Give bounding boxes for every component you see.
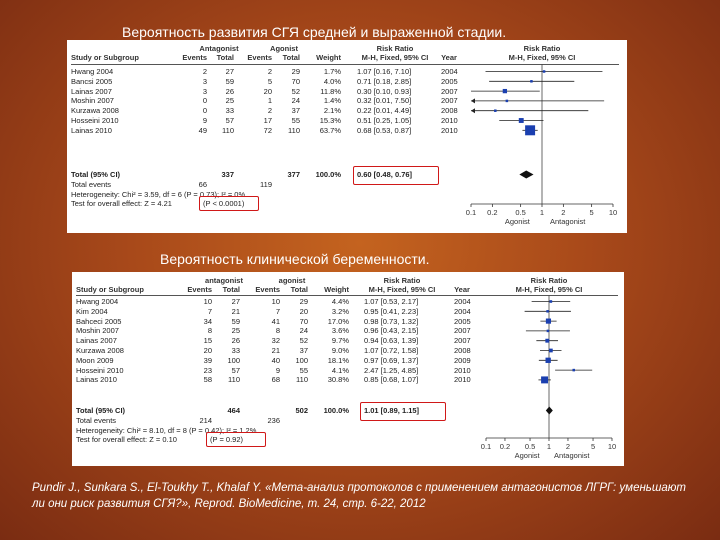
study-name: Hwang 2004 — [71, 67, 114, 76]
study-name: Hosseini 2010 — [76, 365, 124, 375]
events1-value: 58 — [203, 375, 212, 385]
study-name: Bancsi 2005 — [71, 76, 113, 86]
weight-value: 18.1% — [327, 355, 349, 365]
study-name: Moshin 2007 — [76, 326, 119, 336]
study-name: Lainas 2007 — [76, 336, 117, 346]
total-weight: 100.0% — [323, 406, 349, 415]
events1-value: 8 — [207, 326, 212, 336]
weight-value: 9.0% — [331, 346, 349, 355]
year-value: 2007 — [441, 86, 458, 96]
study-point-estimate — [525, 125, 535, 135]
weight-value: 3.6% — [331, 326, 349, 336]
weight-value: 4.0% — [323, 76, 341, 86]
forest-plot-pregnancy — [72, 272, 624, 466]
weight-value: 17.0% — [327, 316, 349, 326]
study-point-estimate — [503, 89, 507, 93]
total1-value: 25 — [231, 326, 240, 336]
total1-value: 59 — [231, 316, 240, 326]
weight-value: 2.1% — [323, 106, 341, 116]
x-axis-tick-label: 2 — [565, 442, 571, 451]
weight-value: 9.7% — [331, 336, 349, 346]
total-events1: 66 — [198, 179, 207, 189]
ci-value: 0.98 [0.73, 1.32] — [364, 316, 419, 326]
heterogeneity-text: Heterogeneity: Chi² = 8.10, df = 8 (P = 0.42); I² = 1.2% — [76, 425, 257, 435]
total1-value: 57 — [225, 116, 234, 125]
study-point-estimate — [530, 80, 533, 83]
x-axis-tick-label: 2 — [561, 208, 566, 217]
total-events1: 214 — [199, 415, 212, 425]
x-axis-tick-label: 0.2 — [487, 208, 498, 217]
events2-value: 72 — [263, 125, 272, 135]
events2-value: 20 — [263, 86, 272, 96]
ci-value: 0.94 [0.63, 1.39] — [364, 336, 419, 346]
events2-value: 10 — [271, 297, 280, 306]
ci-value: 1.07 [0.53, 2.17] — [364, 297, 419, 306]
total1-sum: 337 — [221, 170, 234, 179]
x-axis-tick-label: 0.1 — [465, 208, 477, 217]
year-value: 2010 — [454, 365, 471, 375]
x-axis-tick-label: 10 — [607, 442, 617, 451]
total-events2: 236 — [267, 415, 280, 425]
total1-value: 26 — [231, 336, 240, 346]
x-axis-tick-label: 1 — [539, 208, 545, 217]
weight-value: 30.8% — [327, 375, 349, 385]
weight-value: 4.4% — [331, 297, 349, 306]
ci-header-left: M-H, Fixed, 95% CI — [368, 285, 436, 294]
weight-value: 1.4% — [323, 96, 341, 106]
year-value: 2008 — [441, 106, 458, 116]
group2-header: Agonist — [270, 44, 298, 53]
ci-arrow — [471, 108, 475, 113]
year-value: 2004 — [454, 297, 471, 306]
slide-title-ohss: Вероятность развития СГЯ средней и выраженной стадии. — [122, 24, 507, 40]
events2-value: 5 — [267, 76, 272, 86]
pooled-estimate-diamond — [519, 171, 533, 179]
total1-value: 59 — [225, 76, 234, 86]
study-name: Hwang 2004 — [76, 297, 119, 306]
total-weight: 100.0% — [315, 170, 341, 179]
events1-value: 2 — [202, 67, 207, 76]
total-ci: 0.60 [0.48, 0.76] — [357, 170, 413, 179]
x-axis-tick-label: 0.1 — [480, 442, 492, 451]
study-name: Lainas 2010 — [76, 375, 117, 385]
total-ci: 1.01 [0.89, 1.15] — [364, 406, 420, 415]
events1-header: Events — [182, 53, 207, 62]
group2-header: agonist — [278, 276, 306, 285]
year-value: 2010 — [441, 125, 458, 135]
events2-value: 41 — [271, 316, 280, 326]
study-point-estimate — [494, 109, 497, 112]
study-point-estimate — [546, 310, 549, 313]
study-name: Lainas 2007 — [71, 86, 112, 96]
total2-value: 100 — [295, 355, 308, 365]
total1-value: 33 — [231, 346, 240, 355]
year-value: 2008 — [454, 346, 471, 355]
study-name: Kurzawa 2008 — [71, 106, 119, 116]
risk-ratio-header-right: Risk Ratio — [523, 44, 561, 53]
axis-label-right: Antagonist — [554, 451, 590, 460]
events1-value: 7 — [207, 306, 212, 316]
total2-value: 37 — [299, 346, 308, 355]
weight-value: 11.8% — [320, 86, 341, 96]
events1-value: 39 — [203, 355, 212, 365]
study-name: Kim 2004 — [76, 306, 108, 316]
total2-header: Total — [282, 53, 300, 62]
events2-value: 21 — [271, 346, 280, 355]
study-header: Study or Subgroup — [76, 285, 144, 294]
risk-ratio-header-left: Risk Ratio — [383, 276, 421, 285]
total1-value: 110 — [222, 125, 234, 135]
events1-header: Events — [187, 285, 212, 294]
axis-label-left: Agonist — [504, 217, 530, 226]
total2-header: Total — [290, 285, 308, 294]
citation-text: Pundir J., Sunkara S., El-Toukhy T., Khalaf Y. «Мета-анализ протоколов с применением антагонистов ЛГРГ: уменьшают ли они риск развития СГЯ?», Reprod. BioMedicine, т. 24, стр. 6-22, 2012 — [32, 482, 687, 510]
ci-value: 0.68 [0.53, 0.87] — [357, 125, 412, 135]
year-value: 2010 — [454, 375, 471, 385]
pooled-estimate-diamond — [546, 407, 553, 415]
heterogeneity-text: Heterogeneity: Chi² = 3.59, df = 6 (P = 0.73); I² = 0% — [71, 189, 246, 199]
year-value: 2004 — [441, 67, 458, 76]
total1-header: Total — [216, 53, 234, 62]
x-axis-tick-label: 5 — [590, 442, 596, 451]
events2-value: 17 — [263, 116, 272, 125]
total2-value: 110 — [296, 375, 308, 385]
total-label: Total (95% CI) — [71, 170, 121, 179]
ci-value: 0.22 [0.01, 4.49] — [357, 106, 412, 116]
study-point-estimate — [541, 376, 548, 383]
total2-sum: 502 — [295, 406, 308, 415]
axis-label-right: Antagonist — [549, 217, 586, 226]
study-name: Hosseini 2010 — [71, 116, 119, 125]
weight-value: 63.7% — [319, 125, 341, 135]
total2-value: 110 — [288, 125, 300, 135]
overall-effect-text: Test for overall effect: Z = 4.21 — [71, 199, 172, 209]
events1-value: 15 — [203, 336, 212, 346]
ci-value: 0.32 [0.01, 7.50] — [357, 96, 412, 106]
events1-value: 34 — [203, 316, 212, 326]
total2-value: 29 — [299, 297, 308, 306]
total-events-label: Total events — [76, 415, 117, 425]
year-value: 2009 — [454, 355, 471, 365]
events1-value: 10 — [203, 297, 212, 306]
weight-value: 15.3% — [319, 116, 341, 125]
study-name: Lainas 2010 — [71, 125, 112, 135]
events1-value: 3 — [202, 86, 207, 96]
total1-value: 33 — [225, 106, 234, 116]
overall-effect-p: (P = 0.92) — [210, 435, 244, 445]
total2-value: 55 — [299, 365, 308, 375]
events2-header: Events — [255, 285, 280, 294]
total2-value: 29 — [291, 67, 300, 76]
total1-value: 26 — [225, 86, 234, 96]
events1-value: 0 — [202, 96, 207, 106]
events1-value: 0 — [202, 106, 207, 116]
events2-value: 2 — [267, 67, 272, 76]
ci-arrow — [471, 98, 475, 103]
events2-value: 8 — [275, 326, 280, 336]
total-events-label: Total events — [71, 179, 112, 189]
total2-value: 70 — [299, 316, 308, 326]
study-point-estimate — [549, 349, 553, 353]
study-header: Study or Subgroup — [71, 53, 139, 62]
year-header: Year — [454, 285, 470, 294]
year-value: 2005 — [454, 316, 471, 326]
ci-value: 0.97 [0.69, 1.37] — [364, 355, 419, 365]
study-point-estimate — [546, 358, 551, 363]
events1-value: 20 — [203, 346, 212, 355]
year-value: 2007 — [454, 326, 471, 336]
total2-value: 20 — [299, 306, 308, 316]
risk-ratio-header-left: Risk Ratio — [376, 44, 414, 53]
study-name: Moon 2009 — [76, 355, 114, 365]
axis-label-left: Agonist — [514, 451, 540, 460]
ci-value: 0.95 [0.41, 2.23] — [364, 306, 419, 316]
total1-value: 25 — [225, 96, 234, 106]
year-value: 2010 — [441, 116, 458, 125]
ci-header-right: M-H, Fixed, 95% CI — [515, 285, 583, 294]
total2-sum: 377 — [287, 170, 300, 179]
total2-value: 52 — [299, 336, 308, 346]
total-label: Total (95% CI) — [76, 406, 126, 415]
total1-value: 27 — [225, 67, 234, 76]
events1-value: 9 — [202, 116, 207, 125]
total2-value: 37 — [291, 106, 300, 116]
ci-value: 2.47 [1.25, 4.85] — [364, 365, 419, 375]
risk-ratio-header-right: Risk Ratio — [530, 276, 568, 285]
study-name: Bahceci 2005 — [76, 316, 122, 326]
study-point-estimate — [546, 319, 551, 324]
year-value: 2007 — [454, 336, 471, 346]
events2-header: Events — [247, 53, 272, 62]
total2-value: 24 — [291, 96, 300, 106]
ci-value: 0.30 [0.10, 0.93] — [357, 86, 412, 96]
total1-sum: 464 — [227, 406, 240, 415]
study-point-estimate — [547, 330, 550, 333]
total1-value: 100 — [227, 355, 240, 365]
ci-header-left: M-H, Fixed, 95% CI — [361, 53, 429, 62]
total1-value: 57 — [231, 365, 240, 375]
events1-value: 3 — [202, 76, 207, 86]
events2-value: 40 — [271, 355, 280, 365]
total2-value: 24 — [299, 326, 308, 336]
ci-value: 1.07 [0.16, 7.10] — [357, 67, 412, 76]
slide-title-pregnancy: Вероятность клинической беременности. — [160, 251, 430, 267]
ci-header-right: M-H, Fixed, 95% CI — [508, 53, 576, 62]
events2-value: 2 — [267, 106, 272, 116]
ci-value: 1.07 [0.72, 1.58] — [364, 346, 419, 355]
overall-effect-text: Test for overall effect: Z = 0.10 — [76, 435, 177, 445]
study-point-estimate — [519, 118, 524, 123]
year-value: 2005 — [441, 76, 458, 86]
group1-header: Antagonist — [199, 44, 239, 53]
study-point-estimate — [506, 100, 509, 103]
ci-value: 0.51 [0.25, 1.05] — [357, 116, 412, 125]
year-header: Year — [441, 53, 457, 62]
events2-value: 1 — [267, 96, 272, 106]
total2-value: 52 — [291, 86, 300, 96]
events1-value: 23 — [203, 365, 212, 375]
weight-header: Weight — [324, 285, 349, 294]
total1-header: Total — [222, 285, 240, 294]
forest-plot-ohss — [67, 40, 627, 233]
study-point-estimate — [572, 369, 575, 372]
ci-value: 0.96 [0.43, 2.15] — [364, 326, 419, 336]
study-point-estimate — [543, 70, 546, 73]
x-axis-tick-label: 0.5 — [524, 442, 536, 451]
study-name: Moshin 2007 — [71, 96, 114, 106]
x-axis-tick-label: 0.5 — [515, 208, 526, 217]
events2-value: 9 — [275, 365, 280, 375]
ci-value: 0.71 [0.18, 2.85] — [357, 76, 412, 86]
x-axis-tick-label: 0.2 — [499, 442, 511, 451]
weight-value: 4.1% — [331, 365, 349, 375]
group1-header: antagonist — [205, 276, 243, 285]
total2-value: 55 — [291, 116, 300, 125]
study-name: Kurzawa 2008 — [76, 346, 124, 355]
total1-value: 110 — [228, 375, 240, 385]
year-value: 2007 — [441, 96, 458, 106]
ci-value: 0.85 [0.68, 1.07] — [364, 375, 419, 385]
x-axis-tick-label: 5 — [589, 208, 594, 217]
events2-value: 68 — [271, 375, 280, 385]
total2-value: 70 — [291, 76, 300, 86]
x-axis-tick-label: 1 — [546, 442, 552, 451]
overall-effect-p: (P < 0.0001) — [203, 199, 245, 209]
x-axis-tick-label: 10 — [608, 208, 618, 217]
study-point-estimate — [545, 339, 549, 343]
events2-value: 32 — [271, 336, 280, 346]
events2-value: 7 — [275, 306, 280, 316]
weight-header: Weight — [316, 53, 341, 62]
weight-value: 3.2% — [331, 306, 349, 316]
weight-value: 1.7% — [323, 67, 341, 76]
events1-value: 49 — [198, 125, 207, 135]
total1-value: 21 — [231, 306, 240, 316]
total-events2: 119 — [260, 179, 272, 189]
year-value: 2004 — [454, 306, 471, 316]
total1-value: 27 — [231, 297, 240, 306]
study-point-estimate — [550, 300, 553, 303]
